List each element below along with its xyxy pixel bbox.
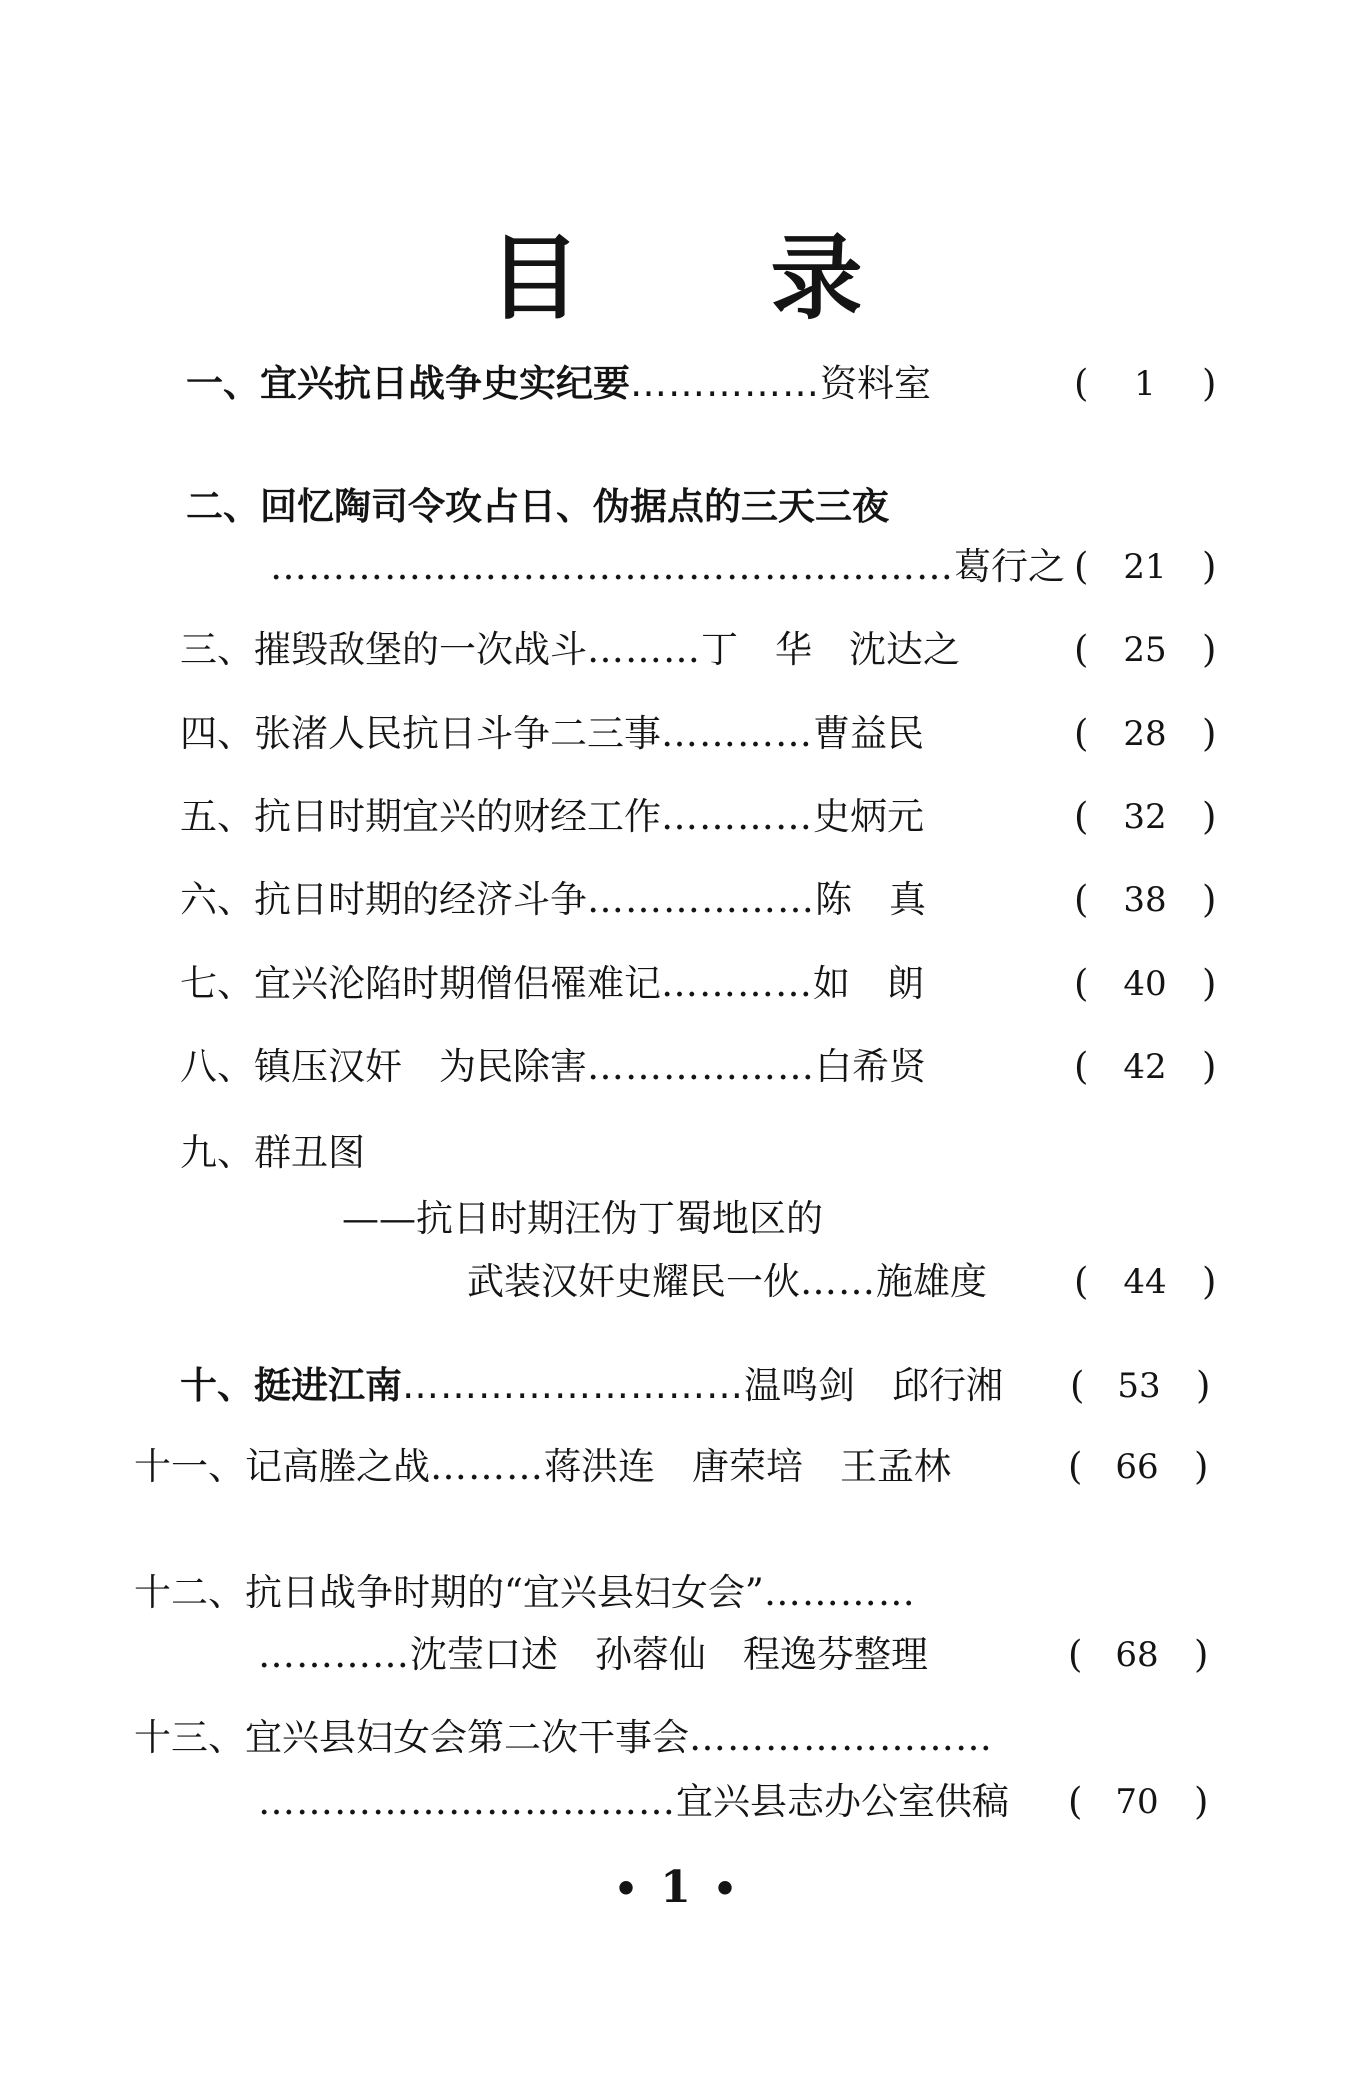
toc-entry-8 bbox=[180, 1041, 926, 1093]
paren-close: ) bbox=[1194, 1445, 1209, 1488]
leader-dots: ………… bbox=[661, 712, 813, 755]
paren-open: ( bbox=[1074, 628, 1089, 671]
toc-entry-7 bbox=[180, 958, 924, 1010]
entry-number: 十一、 bbox=[134, 1445, 245, 1488]
paren-open: ( bbox=[1074, 878, 1089, 921]
leader-dots: …… bbox=[800, 1260, 876, 1303]
paren-close: ) bbox=[1202, 628, 1217, 671]
footer-dot-left: • bbox=[613, 1866, 639, 1911]
entry-title: 群丑图 bbox=[254, 1131, 365, 1174]
toc-entry-10 bbox=[180, 1360, 1003, 1412]
paren-open: ( bbox=[1074, 545, 1089, 588]
paren-close: ) bbox=[1196, 1364, 1211, 1407]
toc-entry-12-cont bbox=[258, 1629, 928, 1681]
entry-page: 44 bbox=[1123, 1262, 1167, 1302]
toc-entry-9 bbox=[180, 1127, 365, 1179]
leader-dots: …………………… bbox=[689, 1716, 993, 1759]
entry-number: 八、 bbox=[180, 1045, 254, 1088]
paren-open: ( bbox=[1068, 1445, 1083, 1488]
entry-number: 五、 bbox=[180, 795, 254, 838]
toc-entry-13-cont bbox=[258, 1776, 1009, 1828]
paren-close: ) bbox=[1202, 878, 1217, 921]
toc-entry-2 bbox=[186, 481, 889, 533]
entry-page: 70 bbox=[1115, 1782, 1159, 1822]
leader-dots: ……… bbox=[587, 628, 701, 671]
entry-page: 40 bbox=[1123, 964, 1167, 1004]
paren-close: ) bbox=[1202, 362, 1217, 405]
toc-entry-6 bbox=[180, 874, 926, 926]
entry-author: 沈莹口述 孙蓉仙 程逸芬整理 bbox=[410, 1633, 928, 1676]
paren-close: ) bbox=[1202, 795, 1217, 838]
toc-entry-4 bbox=[180, 708, 924, 760]
entry-page: 32 bbox=[1123, 797, 1167, 837]
entry-number: 九、 bbox=[180, 1131, 254, 1174]
entry-subtitle: ——抗日时期汪伪丁蜀地区的 bbox=[342, 1197, 823, 1240]
paren-close: ) bbox=[1202, 962, 1217, 1005]
entry-title: 宜兴抗日战争史实纪要 bbox=[260, 362, 630, 405]
paren-open: ( bbox=[1068, 1780, 1083, 1823]
entry-title: 抗日时期的经济斗争 bbox=[254, 878, 587, 921]
paren-close: ) bbox=[1202, 712, 1217, 755]
leader-dots: ………… bbox=[763, 1571, 916, 1614]
entry-page: 53 bbox=[1117, 1366, 1161, 1406]
entry-title: 摧毁敌堡的一次战斗 bbox=[254, 628, 587, 671]
paren-open: ( bbox=[1074, 962, 1089, 1005]
entry-author: 丁 华 沈达之 bbox=[701, 628, 960, 671]
paren-open: ( bbox=[1074, 1260, 1089, 1303]
entry-author: 宜兴县志办公室供稿 bbox=[676, 1780, 1009, 1823]
paren-close: ) bbox=[1202, 545, 1217, 588]
toc-entry-9-subtitle bbox=[342, 1193, 823, 1245]
title-char-1: 目 bbox=[488, 225, 581, 332]
entry-number: 十三、 bbox=[134, 1716, 245, 1759]
leader-dots: ……………………………………………… bbox=[270, 545, 954, 588]
entry-title: 抗日战争时期的“宜兴县妇女会” bbox=[245, 1571, 764, 1614]
entry-author: 白希贤 bbox=[815, 1045, 926, 1088]
paren-open: ( bbox=[1070, 1364, 1085, 1407]
entry-author: 陈 真 bbox=[815, 878, 926, 921]
entry-number: 六、 bbox=[180, 878, 254, 921]
entry-page: 28 bbox=[1123, 714, 1167, 754]
leader-dots: ………… bbox=[258, 1633, 410, 1676]
entry-subtitle: 武装汉奸史耀民一伙 bbox=[467, 1260, 800, 1303]
paren-open: ( bbox=[1074, 712, 1089, 755]
toc-entry-13 bbox=[134, 1712, 993, 1764]
entry-title: 回忆陶司令攻占日、伪据点的三天三夜 bbox=[260, 485, 889, 528]
title-char-2: 录 bbox=[770, 225, 863, 332]
entry-number: 十二、 bbox=[134, 1571, 245, 1614]
entry-page: 38 bbox=[1123, 880, 1167, 920]
entry-number: 四、 bbox=[180, 712, 254, 755]
entry-page: 25 bbox=[1123, 630, 1167, 670]
leader-dots: ……… bbox=[430, 1445, 544, 1488]
paren-open: ( bbox=[1074, 362, 1089, 405]
entry-author: 史炳元 bbox=[813, 795, 924, 838]
toc-entry-2-cont bbox=[270, 541, 1065, 593]
entry-author: 蒋洪连 唐荣培 王孟林 bbox=[544, 1445, 951, 1488]
paren-close: ) bbox=[1194, 1780, 1209, 1823]
entry-page: 1 bbox=[1134, 364, 1156, 404]
page-title bbox=[0, 205, 1351, 337]
paren-close: ) bbox=[1202, 1045, 1217, 1088]
entry-page: 66 bbox=[1115, 1447, 1159, 1487]
toc-entry-12 bbox=[134, 1567, 916, 1619]
toc-entry-11 bbox=[134, 1441, 951, 1493]
toc-entry-1 bbox=[186, 358, 931, 410]
leader-dots: …………… bbox=[630, 362, 820, 405]
paren-open: ( bbox=[1068, 1633, 1083, 1676]
toc-entry-9-cont bbox=[467, 1256, 987, 1308]
entry-author: 如 朗 bbox=[813, 962, 924, 1005]
toc-entry-5 bbox=[180, 791, 924, 843]
leader-dots: ………… bbox=[661, 795, 813, 838]
entry-number: 二、 bbox=[186, 485, 260, 528]
entry-number: 十、 bbox=[180, 1364, 254, 1407]
footer-dot-right: • bbox=[712, 1866, 738, 1911]
toc-entry-3 bbox=[180, 624, 960, 676]
leader-dots: ……………… bbox=[587, 1045, 815, 1088]
entry-author: 温鸣剑 邱行湘 bbox=[744, 1364, 1003, 1407]
entry-page: 42 bbox=[1123, 1047, 1167, 1087]
entry-title: 宜兴沦陷时期僧侣罹难记 bbox=[254, 962, 661, 1005]
entry-page: 21 bbox=[1123, 547, 1167, 587]
entry-page: 68 bbox=[1115, 1635, 1159, 1675]
entry-number: 一、 bbox=[186, 362, 260, 405]
entry-author: 施雄度 bbox=[876, 1260, 987, 1303]
entry-title: 镇压汉奸 为民除害 bbox=[254, 1045, 587, 1088]
entry-number: 三、 bbox=[180, 628, 254, 671]
entry-author: 资料室 bbox=[820, 362, 931, 405]
page-footer bbox=[0, 1862, 1351, 1913]
paren-close: ) bbox=[1202, 1260, 1217, 1303]
leader-dots: ……………………… bbox=[402, 1364, 744, 1407]
leader-dots: …………………………… bbox=[258, 1780, 676, 1823]
entry-title: 宜兴县妇女会第二次干事会 bbox=[245, 1716, 689, 1759]
page-number: 1 bbox=[660, 1862, 691, 1913]
entry-title: 张渚人民抗日斗争二三事 bbox=[254, 712, 661, 755]
leader-dots: ……………… bbox=[587, 878, 815, 921]
entry-author: 曹益民 bbox=[813, 712, 924, 755]
leader-dots: ………… bbox=[661, 962, 813, 1005]
entry-title: 抗日时期宜兴的财经工作 bbox=[254, 795, 661, 838]
paren-open: ( bbox=[1074, 795, 1089, 838]
paren-close: ) bbox=[1194, 1633, 1209, 1676]
paren-open: ( bbox=[1074, 1045, 1089, 1088]
entry-title: 挺进江南 bbox=[254, 1364, 402, 1407]
entry-number: 七、 bbox=[180, 962, 254, 1005]
entry-title: 记高塍之战 bbox=[245, 1445, 430, 1488]
entry-author: 葛行之 bbox=[954, 545, 1065, 588]
